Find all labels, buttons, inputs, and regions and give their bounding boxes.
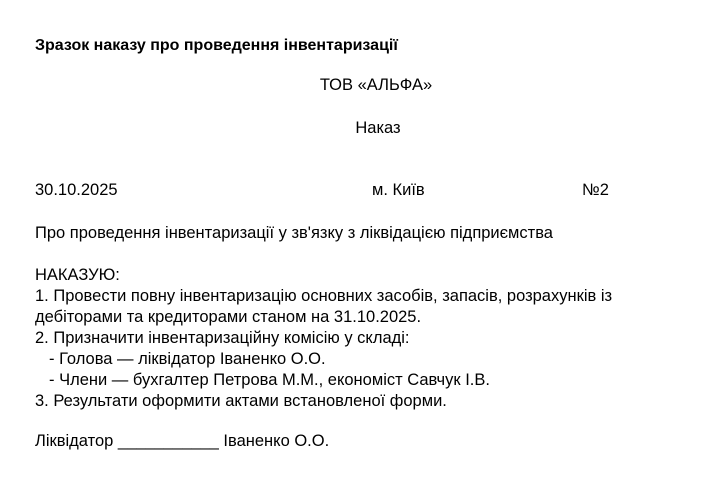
commission-members: - Члени — бухгалтер Петрова М.М., економіст Савчук І.В. <box>49 371 490 389</box>
company-name: ТОВ «АЛЬФА» <box>319 76 433 94</box>
order-body <box>35 265 685 412</box>
order-item-2: 2. Призначити інвентаризаційну комісію у складі: <box>35 329 410 347</box>
order-item-1-line-1: 1. Провести повну інвентаризацію основних засобів, запасів, розрахунків із <box>35 287 613 305</box>
directive: НАКАЗУЮ: <box>35 266 120 284</box>
signature-line: Ліквідатор ___________ Іваненко О.О. <box>35 432 330 450</box>
commission-head: - Голова — ліквідатор Іваненко О.О. <box>49 350 326 368</box>
order-city: м. Київ <box>372 181 425 199</box>
order-item-1-line-2: дебіторами та кредиторами станом на 31.10.2025. <box>35 308 422 326</box>
order-date: 30.10.2025 <box>35 181 118 199</box>
order-number: №2 <box>582 181 609 199</box>
order-subject: Про проведення інвентаризації у зв'язку з ліквідацією підприємства <box>35 224 553 242</box>
order-meta-row <box>0 180 710 202</box>
order-title: Наказ <box>355 119 401 137</box>
order-item-3: 3. Результати оформити актами встановленої форми. <box>35 392 447 410</box>
document-heading: Зразок наказу про проведення інвентаризації <box>35 37 398 54</box>
